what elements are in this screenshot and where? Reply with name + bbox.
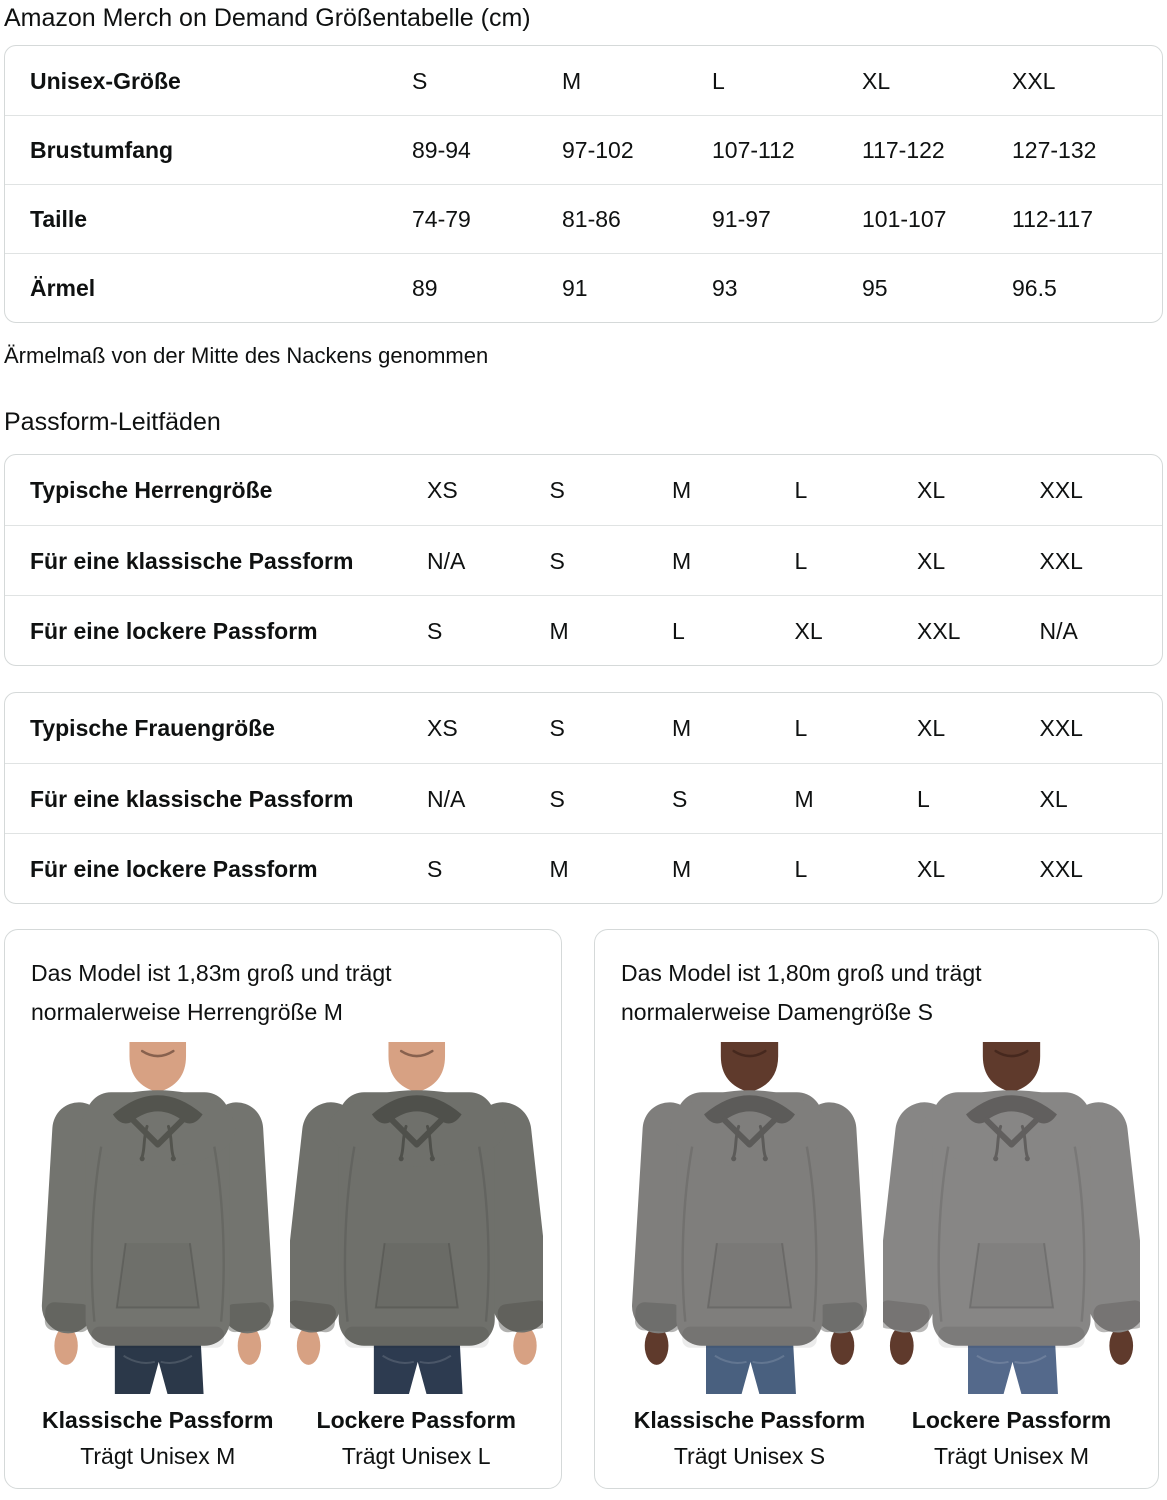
table-row: [5, 833, 1162, 903]
table-row: [5, 455, 1162, 525]
size-cell: L: [672, 617, 685, 644]
wearing-label: Trägt Unisex L: [341, 1443, 491, 1469]
size-cell: 127-132: [1012, 137, 1097, 163]
row-label: Für eine klassische Passform: [30, 785, 354, 812]
column-header: M: [562, 67, 582, 94]
table-row: [5, 115, 1162, 184]
column-header: XXL: [1012, 67, 1056, 94]
size-cell: XL: [794, 617, 823, 644]
row-label: Brustumfang: [30, 137, 174, 163]
row-label: Taille: [30, 206, 88, 232]
fit-label: Klassische Passform: [42, 1407, 274, 1433]
table-row: [5, 763, 1162, 833]
size-cell: XXL: [1039, 477, 1083, 503]
model-photos: [31, 1042, 543, 1474]
size-cell: S: [549, 785, 565, 812]
size-cell: M: [794, 785, 814, 812]
size-cell: N/A: [427, 785, 466, 812]
size-cell: N/A: [427, 547, 466, 574]
sleeve-measure-note: Ärmelmaß von der Mitte des Nackens genommen: [4, 343, 489, 368]
size-cell: XL: [917, 855, 946, 882]
fit-label: Klassische Passform: [633, 1407, 866, 1433]
size-cell: XS: [427, 715, 458, 741]
table-row: [5, 595, 1162, 665]
table-row: [5, 525, 1162, 595]
size-cell: 91-97: [712, 206, 771, 232]
size-cell: 89: [412, 275, 438, 301]
model-photo: [621, 1042, 878, 1394]
photo-column: [621, 1042, 878, 1474]
size-cell: 117-122: [862, 137, 945, 163]
size-cell: 89-94: [412, 137, 471, 163]
size-cell: XL: [1039, 785, 1068, 812]
photo-caption: [621, 1402, 878, 1474]
model-photo: [883, 1042, 1140, 1394]
photo-caption: [31, 1402, 285, 1474]
size-cell: 112-117: [1012, 206, 1093, 232]
size-cell: S: [549, 547, 565, 574]
table-header-row: [5, 46, 1162, 115]
size-cell: 74-79: [412, 206, 471, 232]
row-label: Typische Herrengröße: [30, 477, 273, 503]
size-cell: XXL: [1039, 855, 1083, 882]
size-cell: XXL: [1039, 547, 1083, 574]
row-label: Typische Frauengröße: [30, 715, 275, 741]
table-row: [5, 184, 1162, 253]
page-title: Amazon Merch on Demand Größentabelle (cm): [4, 4, 531, 32]
size-cell: L: [794, 547, 808, 574]
women-model-card: [594, 929, 1159, 1489]
wearing-label: Trägt Unisex M: [80, 1443, 236, 1469]
size-cell: XXL: [1039, 715, 1083, 741]
row-label: Für eine klassische Passform: [30, 547, 354, 574]
photo-column: [290, 1042, 544, 1474]
size-cell: 93: [712, 275, 738, 301]
size-cell: 101-107: [862, 206, 947, 232]
size-cell: XL: [917, 715, 946, 741]
size-cell: M: [672, 477, 692, 503]
column-header: S: [412, 67, 428, 94]
size-cell: M: [672, 855, 692, 882]
size-cell: XXL: [917, 617, 961, 644]
size-cell: M: [549, 617, 569, 644]
size-cell: L: [794, 855, 808, 882]
row-label: Für eine lockere Passform: [30, 617, 318, 644]
size-cell: S: [549, 715, 565, 741]
fit-guides-heading: Passform-Leitfäden: [4, 408, 221, 436]
size-cell: 96.5: [1012, 275, 1057, 301]
fit-label: Lockere Passform: [316, 1407, 516, 1433]
size-table: [4, 45, 1163, 323]
wearing-label: Trägt Unisex S: [673, 1443, 826, 1469]
row-label: Unisex-Größe: [30, 67, 181, 94]
model-cards: [4, 929, 1163, 1489]
column-header: XL: [862, 67, 891, 94]
size-cell: M: [672, 547, 692, 574]
row-label: Ärmel: [30, 275, 96, 301]
row-label: Für eine lockere Passform: [30, 855, 318, 882]
photo-caption: [290, 1402, 544, 1474]
size-cell: 97-102: [562, 137, 634, 163]
women-fit-table: [4, 692, 1163, 904]
size-cell: S: [672, 785, 688, 812]
model-card-heading: Das Model ist 1,83m groß und trägt normalerweise Herrengröße M: [31, 960, 392, 1025]
photo-column: [31, 1042, 285, 1474]
size-cell: XL: [917, 477, 946, 503]
size-cell: M: [672, 715, 692, 741]
photo-column: [883, 1042, 1140, 1474]
model-photo: [290, 1042, 544, 1394]
size-cell: L: [794, 715, 808, 741]
wearing-label: Trägt Unisex M: [933, 1443, 1090, 1469]
size-cell: L: [794, 477, 808, 503]
size-cell: 95: [862, 275, 888, 301]
size-cell: XL: [917, 547, 946, 574]
size-cell: S: [549, 477, 565, 503]
size-cell: XS: [427, 477, 458, 503]
size-cell: S: [427, 855, 443, 882]
table-row: [5, 253, 1162, 322]
table-row: [5, 693, 1162, 763]
size-cell: 81-86: [562, 206, 621, 232]
size-cell: N/A: [1039, 617, 1078, 644]
men-fit-table: [4, 454, 1163, 666]
model-photos: [621, 1042, 1140, 1474]
model-photo: [31, 1042, 285, 1394]
photo-caption: [883, 1402, 1140, 1474]
men-model-card: [4, 929, 562, 1489]
model-card-heading: Das Model ist 1,80m groß und trägt normalerweise Damengröße S: [621, 960, 982, 1025]
size-cell: L: [917, 785, 930, 812]
size-cell: 107-112: [712, 137, 795, 163]
size-cell: S: [427, 617, 443, 644]
size-cell: 91: [562, 275, 588, 301]
size-cell: M: [549, 855, 569, 882]
fit-label: Lockere Passform: [911, 1407, 1112, 1433]
column-header: L: [712, 67, 725, 94]
